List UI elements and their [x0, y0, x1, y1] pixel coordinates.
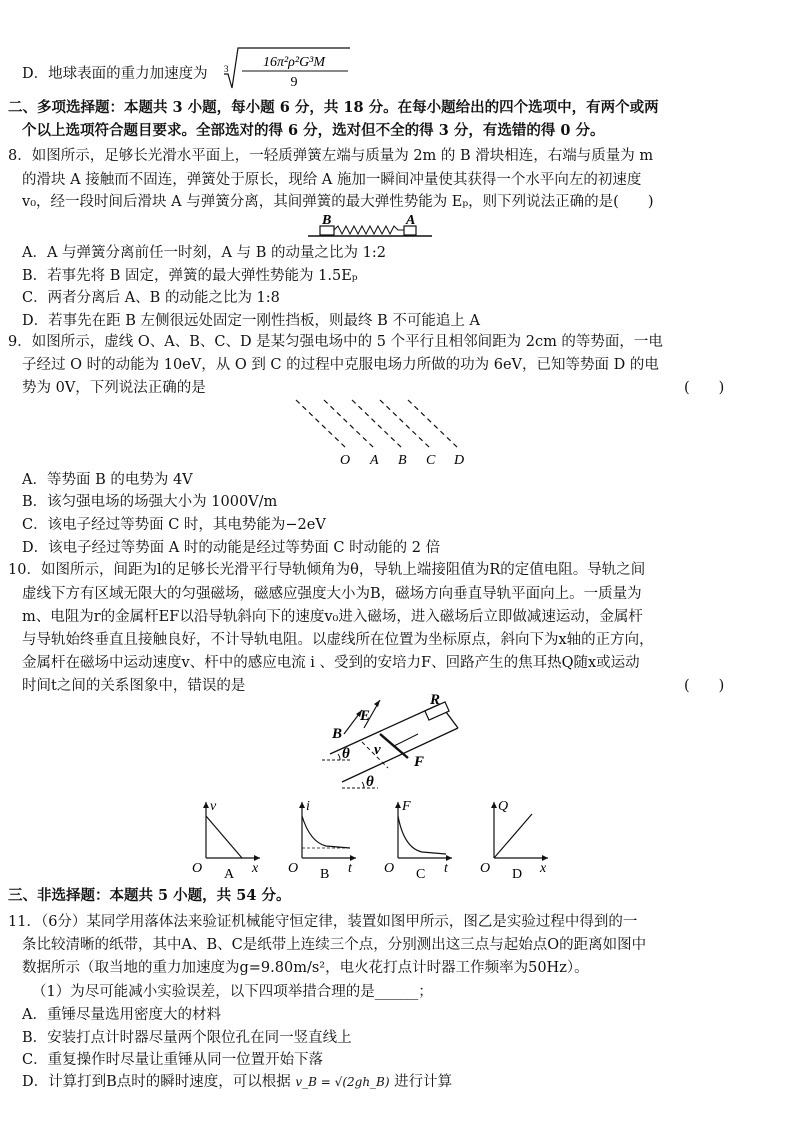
root-numerator: 16π²ρ²G³M	[262, 55, 326, 70]
q11-option-a: A．重锤尽量选用密度大的材料	[22, 1007, 221, 1023]
graph-b-caption: B	[320, 867, 330, 882]
fig-label-theta-1: θ	[342, 746, 350, 762]
block-b-label: B	[322, 213, 332, 228]
q7-option-d-text: D．地球表面的重力加速度为	[22, 66, 208, 82]
q8-option-a: A．A 与弹簧分离前任一时刻，A 与 B 的动量之比为 1:2	[22, 245, 386, 261]
q10-stem-4: 与导轨始终垂直且接触良好，不计导轨电阻。以虚线所在位置为坐标原点，斜向下为x轴的正方向，	[22, 632, 654, 648]
fig-label-b: B	[332, 726, 343, 742]
q9-stem-1: 9．如图所示，虚线 O、A、B、C、D 是某匀强电场中的 5 个平行且相邻间距为 2cm 的等势面，一电	[8, 334, 663, 350]
q9-equipotential-figure	[290, 396, 480, 472]
graph-d-origin: O	[480, 861, 491, 876]
q11-sub1: （1）为尽可能减小实验误差，以下四项举措合理的是______；	[32, 984, 433, 1000]
spring	[334, 226, 404, 234]
q9-stem-3: 势为 0V，下列说法正确的是	[22, 380, 206, 396]
graph-c-y: F	[402, 799, 411, 814]
q10-stem-3: m、电阻为r的金属杆EF以沿导轨斜向下的速度v₀进入磁场，进入磁场后立即做减速运动，金属杆	[22, 609, 643, 625]
fig-label-f: F	[414, 754, 425, 770]
plane-label-b: B	[398, 453, 407, 468]
q11-stem-1: 11．（6分）某同学用落体法来验证机械能守恒定律，装置如图甲所示，图乙是实验过程中得到的一	[8, 914, 638, 930]
plane-label-d: D	[454, 453, 465, 468]
q9-option-a: A．等势面 B 的电势为 4V	[22, 472, 193, 488]
q10-stem-5: 金属杆在磁场中运动速度v、杆中的感应电流 i 、受到的安培力F、回路产生的焦耳热Q随x或运动	[22, 655, 640, 671]
q10-rail-figure	[322, 690, 462, 794]
fig-label-theta-2: θ	[366, 774, 374, 790]
q11-option-b: B．安装打点计时器尽量两个限位孔在同一竖直线上	[22, 1030, 352, 1046]
graph-b-origin: O	[288, 861, 299, 876]
q11-option-d	[22, 1072, 452, 1092]
q9-option-c: C．该电子经过等势面 C 时，其电势能为−2eV	[22, 517, 326, 533]
q8-stem-2: 的滑块 A 接触而不固连，弹簧处于原长，现给 A 施加一瞬间冲量使其获得一个水平向左的初速度	[22, 172, 642, 188]
q10-answer-bracket: ( )	[684, 678, 725, 694]
fig-label-v: v	[374, 742, 381, 758]
q9-option-d: D．该电子经过等势面 A 时的动能是经过等势面 C 时动能的 2 倍	[22, 540, 441, 556]
q11-option-c: C．重复操作时尽量让重锤从同一位置开始下落	[22, 1052, 324, 1068]
fig-label-e: E	[360, 708, 371, 724]
section2-title: 二、多项选择题：本题共 3 小题，每小题 6 分，共 18 分。在每小题给出的四个选项中，有两个或两	[8, 99, 659, 116]
graph-c-x: t	[444, 861, 448, 876]
q10-stem-6: 时间t之间的关系图象中，错误的是	[22, 678, 246, 694]
plane-label-a: A	[370, 453, 379, 468]
graph-a-x: x	[252, 861, 259, 876]
graph-b-x: t	[348, 861, 352, 876]
q9-answer-bracket: ( )	[684, 380, 725, 396]
graph-c-origin: O	[384, 861, 395, 876]
block-a-label: A	[406, 213, 416, 228]
root-index: 3	[224, 64, 229, 74]
graph-a-origin: O	[192, 861, 203, 876]
graph-d	[480, 799, 548, 882]
section2-title-cont: 个以上选项符合题目要求。全部选对的得 6 分，选对但不全的得 3 分，有选错的得 0 分。	[22, 122, 605, 139]
q7-option-d	[22, 64, 208, 84]
q8-spring-figure	[300, 212, 450, 240]
section3-title: 三、非选择题：本题共 5 小题，共 54 分。	[8, 887, 291, 904]
q8-option-d: D．若事先在距 B 左侧很远处固定一刚性挡板，则最终 B 不可能追上 A	[22, 313, 480, 329]
q8-option-c: C．两者分离后 A、B 的动能之比为 1:8	[22, 290, 280, 306]
graph-b-y: i	[306, 799, 310, 814]
q9-stem-2: 子经过 O 时的动能为 10eV，从 O 到 C 的过程中克服电场力所做的功为 6eV，已知等势面 D 的电	[22, 357, 659, 373]
graph-a-caption: A	[224, 867, 235, 882]
q8-stem-3: v₀，经一段时间后滑块 A 与弹簧分离，其间弹簧的最大弹性势能为 Eₚ，则下列说法正确的是( )	[22, 194, 654, 210]
q11-stem-2: 条比较清晰的纸带，其中A、B、C是纸带上连续三个点，分别测出这三点与起始点O的距离如图中	[22, 937, 647, 953]
graph-d-caption: D	[512, 867, 523, 882]
graph-a-y: v	[210, 799, 217, 814]
q11-option-d-prefix: D．计算打到B点时的瞬时速度，可以根据	[22, 1074, 291, 1090]
plane-label-c: C	[426, 453, 436, 468]
q10-stem-2: 虚线下方有区域无限大的匀强磁场，磁感应强度大小为B，磁场方向垂直导轨平面向上。一质量为	[22, 586, 642, 602]
root-denominator: 9	[290, 75, 298, 90]
graph-a	[192, 799, 260, 882]
q11-stem-3: 数据所示（取当地的重力加速度为g=9.80m/s²，电火花打点计时器工作频率为50Hz）。	[22, 960, 589, 976]
graph-d-x: x	[540, 861, 547, 876]
q10-graph-options	[190, 798, 570, 884]
q11-option-d-formula: v_B = √(2gh_B)	[295, 1075, 390, 1089]
plane-label-o: O	[340, 453, 351, 468]
q8-stem-1: 8．如图所示，足够长光滑水平面上，一轻质弹簧左端与质量为 2m 的 B 滑块相连，右端与质量为 m	[8, 148, 654, 164]
graph-c-caption: C	[416, 867, 426, 882]
graph-c	[384, 799, 452, 882]
q10-stem-1: 10．如图所示，间距为l的足够长光滑平行导轨倾角为θ，导轨上端接阻值为R的定值电阻。导轨之间	[8, 562, 646, 578]
q7-cube-root-formula	[222, 44, 352, 92]
fig-label-r: R	[430, 692, 441, 708]
graph-d-y: Q	[498, 799, 509, 814]
q8-option-b: B．若事先将 B 固定，弹簧的最大弹性势能为 1.5Eₚ	[22, 268, 358, 284]
q11-option-d-suffix: 进行计算	[394, 1074, 453, 1090]
q9-option-b: B．该匀强电场的场强大小为 1000V/m	[22, 494, 278, 510]
graph-b	[288, 799, 356, 882]
